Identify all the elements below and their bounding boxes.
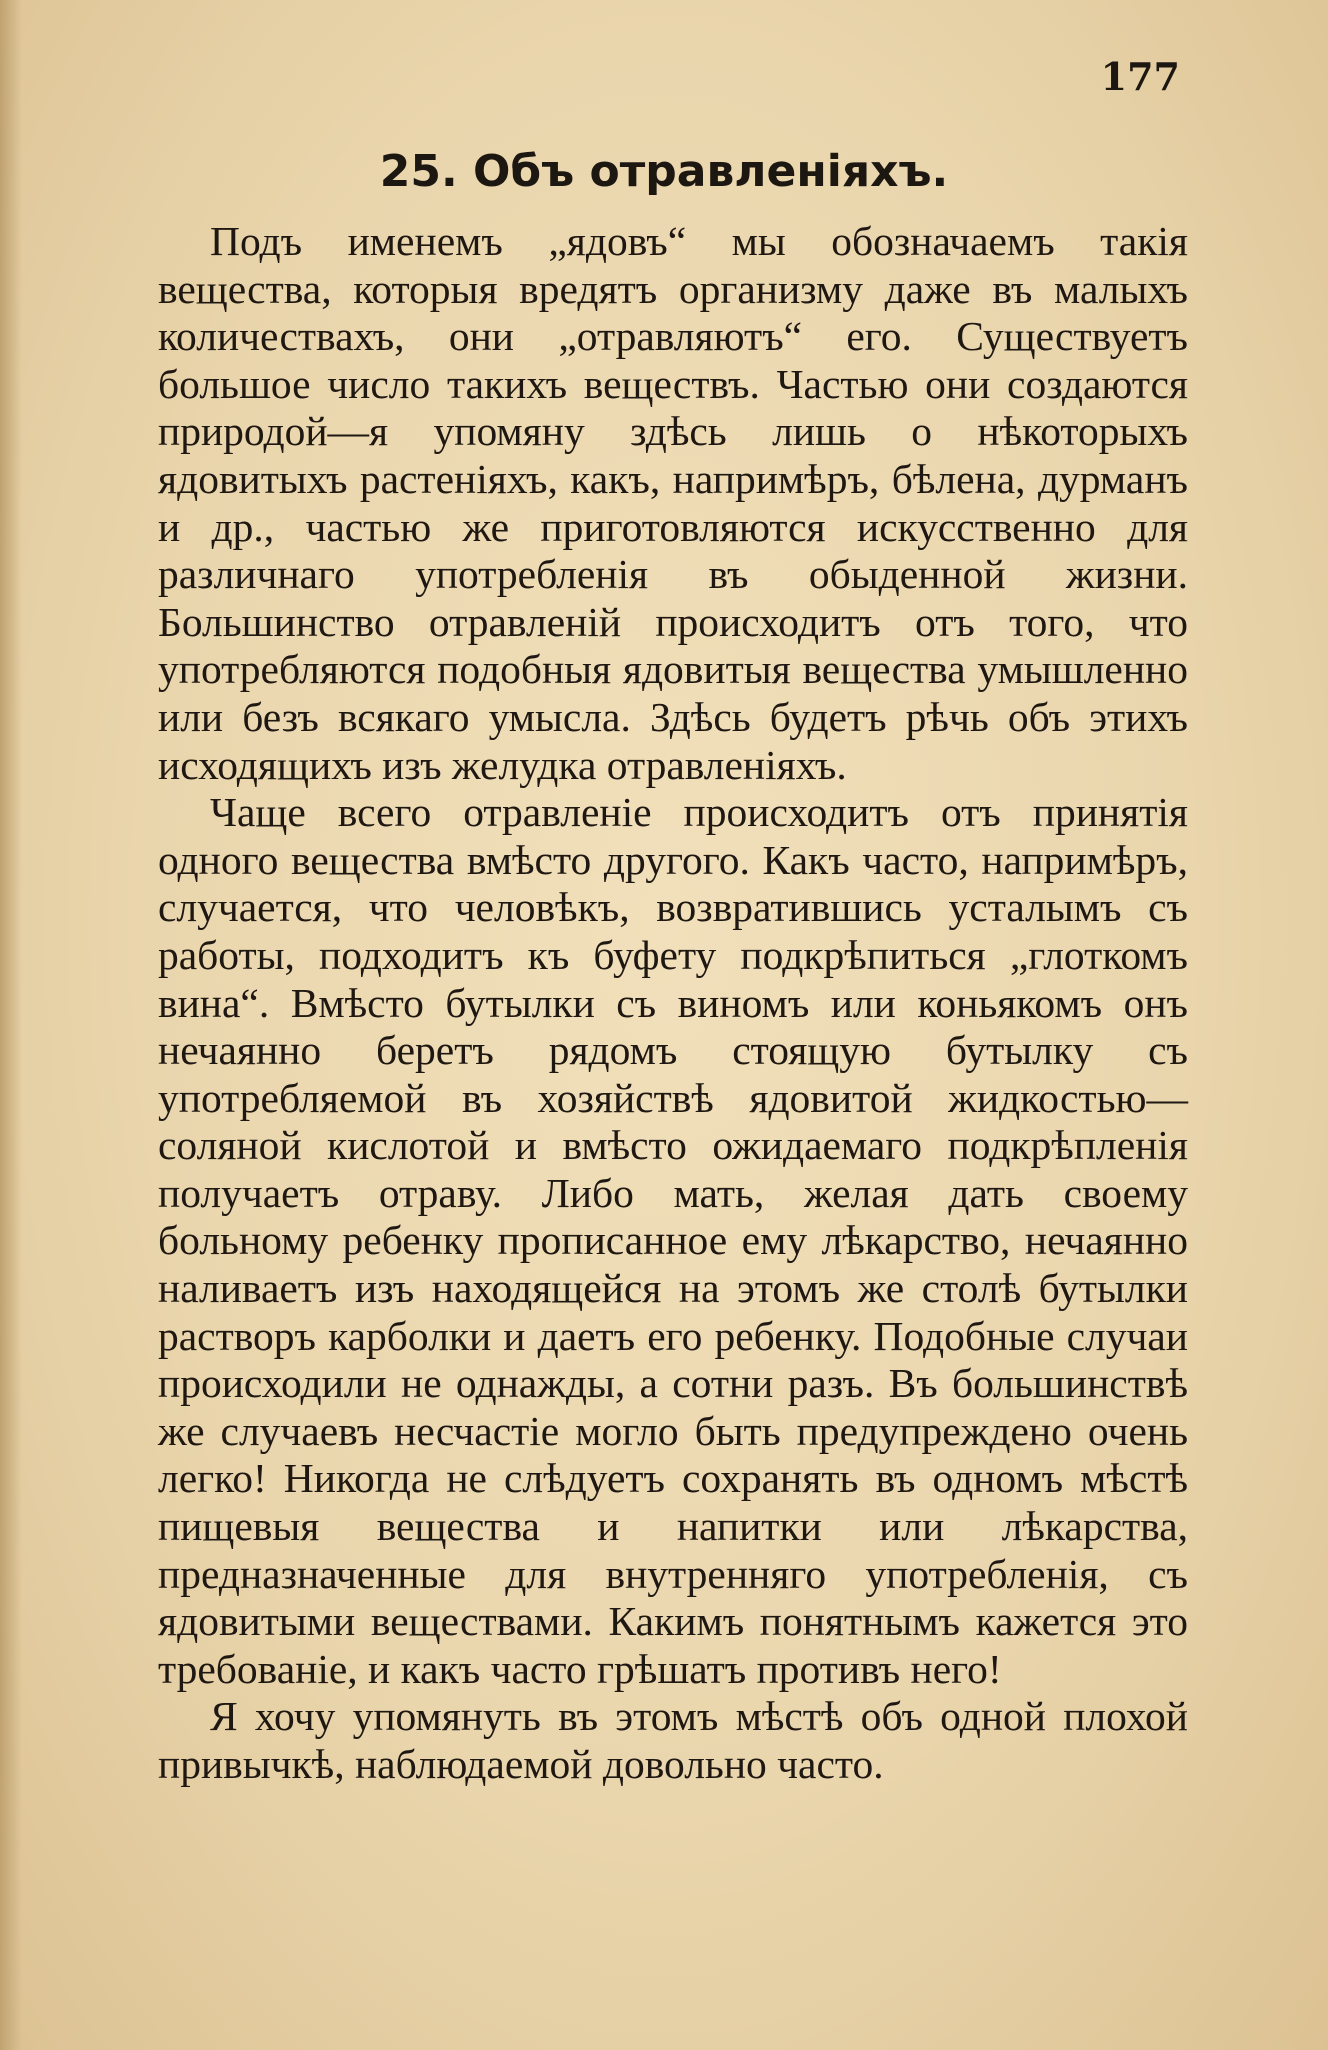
body-text xyxy=(158,218,1188,1789)
page-number: 177 xyxy=(1100,54,1180,99)
paragraph-2: Чаще всего отравленіе происходитъ отъ принятія одного вещества вмѣсто другого. Какъ часто, напримѣръ, случается, что человѣкъ, возвратившись усталымъ съ работы, подходитъ къ буфету подкрѣпиться „глоткомъ вина“. Вмѣсто бутылки съ виномъ или коньякомъ онъ нечаянно беретъ рядомъ стоящую бутылку съ употребляемой въ хозяйствѣ ядовитой жидкостью—соляной кислотой и вмѣсто ожидаемаго подкрѣпленія получаетъ отраву. Либо мать, желая дать своему больному ребенку прописанное ему лѣкарство, нечаянно наливаетъ изъ находящейся на этомъ же столѣ бутылки растворъ карболки и даетъ его ребенку. Подобные случаи происходили не однажды, а сотни разъ. Въ большинствѣ же случаевъ несчастіе могло быть предупреждено очень легко! Никогда не слѣдуетъ сохранять въ одномъ мѣстѣ пищевыя вещества и напитки или лѣкарства, предназначенные для внутренняго употребленія, съ ядовитыми веществами. Какимъ понятнымъ кажется это требованіе, и какъ часто грѣшатъ противъ него! xyxy=(158,789,1188,1692)
paragraph-1: Подъ именемъ „ядовъ“ мы обозначаемъ такія вещества, которыя вредятъ организму даже въ малыхъ количествахъ, они „отравляютъ“ его. Существуетъ большое число такихъ веществъ. Частью они создаются природой—я упомяну здѣсь лишь о нѣкоторыхъ ядовитыхъ растеніяхъ, какъ, напримѣръ, бѣлена, дурманъ и др., частью же приготовляются искусственно для различнаго употребленія въ обыденной жизни. Большинство отравленій происходитъ отъ того, что употребляются подобныя ядовитыя вещества умышленно или безъ всякаго умысла. Здѣсь будетъ рѣчь объ этихъ исходящихъ изъ желудка отравленіяхъ. xyxy=(158,218,1188,788)
spine-shadow xyxy=(0,0,22,2050)
paragraph-3: Я хочу упомянуть въ этомъ мѣстѣ объ одной плохой привычкѣ, наблюдаемой довольно часто. xyxy=(158,1693,1188,1787)
chapter-title: 25. Объ отравленіяхъ. xyxy=(379,146,949,197)
